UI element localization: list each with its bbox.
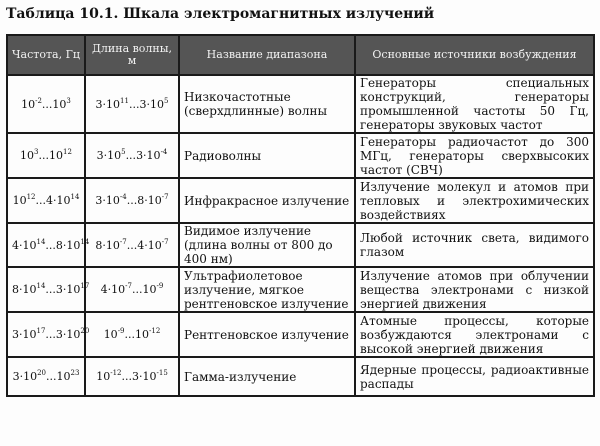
header-frequency: Частота, Гц [7, 35, 85, 75]
wavelength-cell: $4\cdot 10^{-7}...10^{-9}$ [85, 267, 179, 312]
range-name-cell: Радиоволны [179, 133, 355, 178]
wavelength-cell: $3\cdot 10^{11}...3\cdot 10^5$ [85, 75, 179, 133]
range-name-cell: Инфракрасное излучение [179, 178, 355, 223]
table-row [7, 223, 594, 267]
range-name-cell: Гамма-излучение [179, 357, 355, 396]
table-row [7, 357, 594, 396]
table-caption: Таблица 10.1. Шкала электромагнитных излучений [6, 6, 435, 22]
sources-cell: Атомные процессы, которые возбуждаются электронами с высокой энергией движения [355, 312, 594, 357]
sources-cell: Излучение атомов при облучении вещества электронами с низкой энергией движения [355, 267, 594, 312]
frequency-cell: $10^{-2}...10^3$ [7, 75, 85, 133]
frequency-cell: $3\cdot 10^{20}...10^{23}$ [7, 357, 85, 396]
wavelength-cell: $10^{-12}...3\cdot 10^{-15}$ [85, 357, 179, 396]
sources-cell: Излучение молекул и атомов при тепловых и электрохимических воздействиях [355, 178, 594, 223]
wavelength-cell: $10^{-9}...10^{-12}$ [85, 312, 179, 357]
wavelength-cell: $8\cdot 10^{-7}...4\cdot 10^{-7}$ [85, 223, 179, 267]
frequency-cell: $8\cdot 10^{14}...3\cdot 10^{17}$ [7, 267, 85, 312]
table-header-row [7, 35, 594, 75]
frequency-cell: $10^{12}...4\cdot 10^{14}$ [7, 178, 85, 223]
frequency-cell: $3\cdot 10^{17}...3\cdot 10^{20}$ [7, 312, 85, 357]
range-name-cell: Низкочастотные (сверхдлинные) волны [179, 75, 355, 133]
range-name-cell: Ультрафиолетовое излучение, мягкое рентгеновское излучение [179, 267, 355, 312]
wavelength-cell: $3\cdot 10^{-4}...8\cdot 10^{-7}$ [85, 178, 179, 223]
table-row [7, 133, 594, 178]
em-radiation-table [6, 34, 595, 397]
header-wavelength: Длина волны, м [85, 35, 179, 75]
wavelength-cell: $3\cdot 10^5...3\cdot 10^{-4}$ [85, 133, 179, 178]
range-name-cell: Рентгеновское излучение [179, 312, 355, 357]
sources-cell: Ядерные процессы, радиоактивные распады [355, 357, 594, 396]
header-sources: Основные источники возбуждения [355, 35, 594, 75]
range-name-cell: Видимое излучение (длина волны от 800 до 400 нм) [179, 223, 355, 267]
frequency-cell: $4\cdot 10^{14}...8\cdot 10^{14}$ [7, 223, 85, 267]
table-row [7, 75, 594, 133]
table-row [7, 267, 594, 312]
header-range-name: Название диапазона [179, 35, 355, 75]
sources-cell: Генераторы специальных конструкций, генераторы промышленной частоты 50 Гц, генераторы звуковых частот [355, 75, 594, 133]
table-row [7, 312, 594, 357]
sources-cell: Любой источник света, видимого глазом [355, 223, 594, 267]
sources-cell: Генераторы радиочастот до 300 МГц, генераторы сверхвысоких частот (СВЧ) [355, 133, 594, 178]
frequency-cell: $10^3...10^{12}$ [7, 133, 85, 178]
table-row [7, 178, 594, 223]
